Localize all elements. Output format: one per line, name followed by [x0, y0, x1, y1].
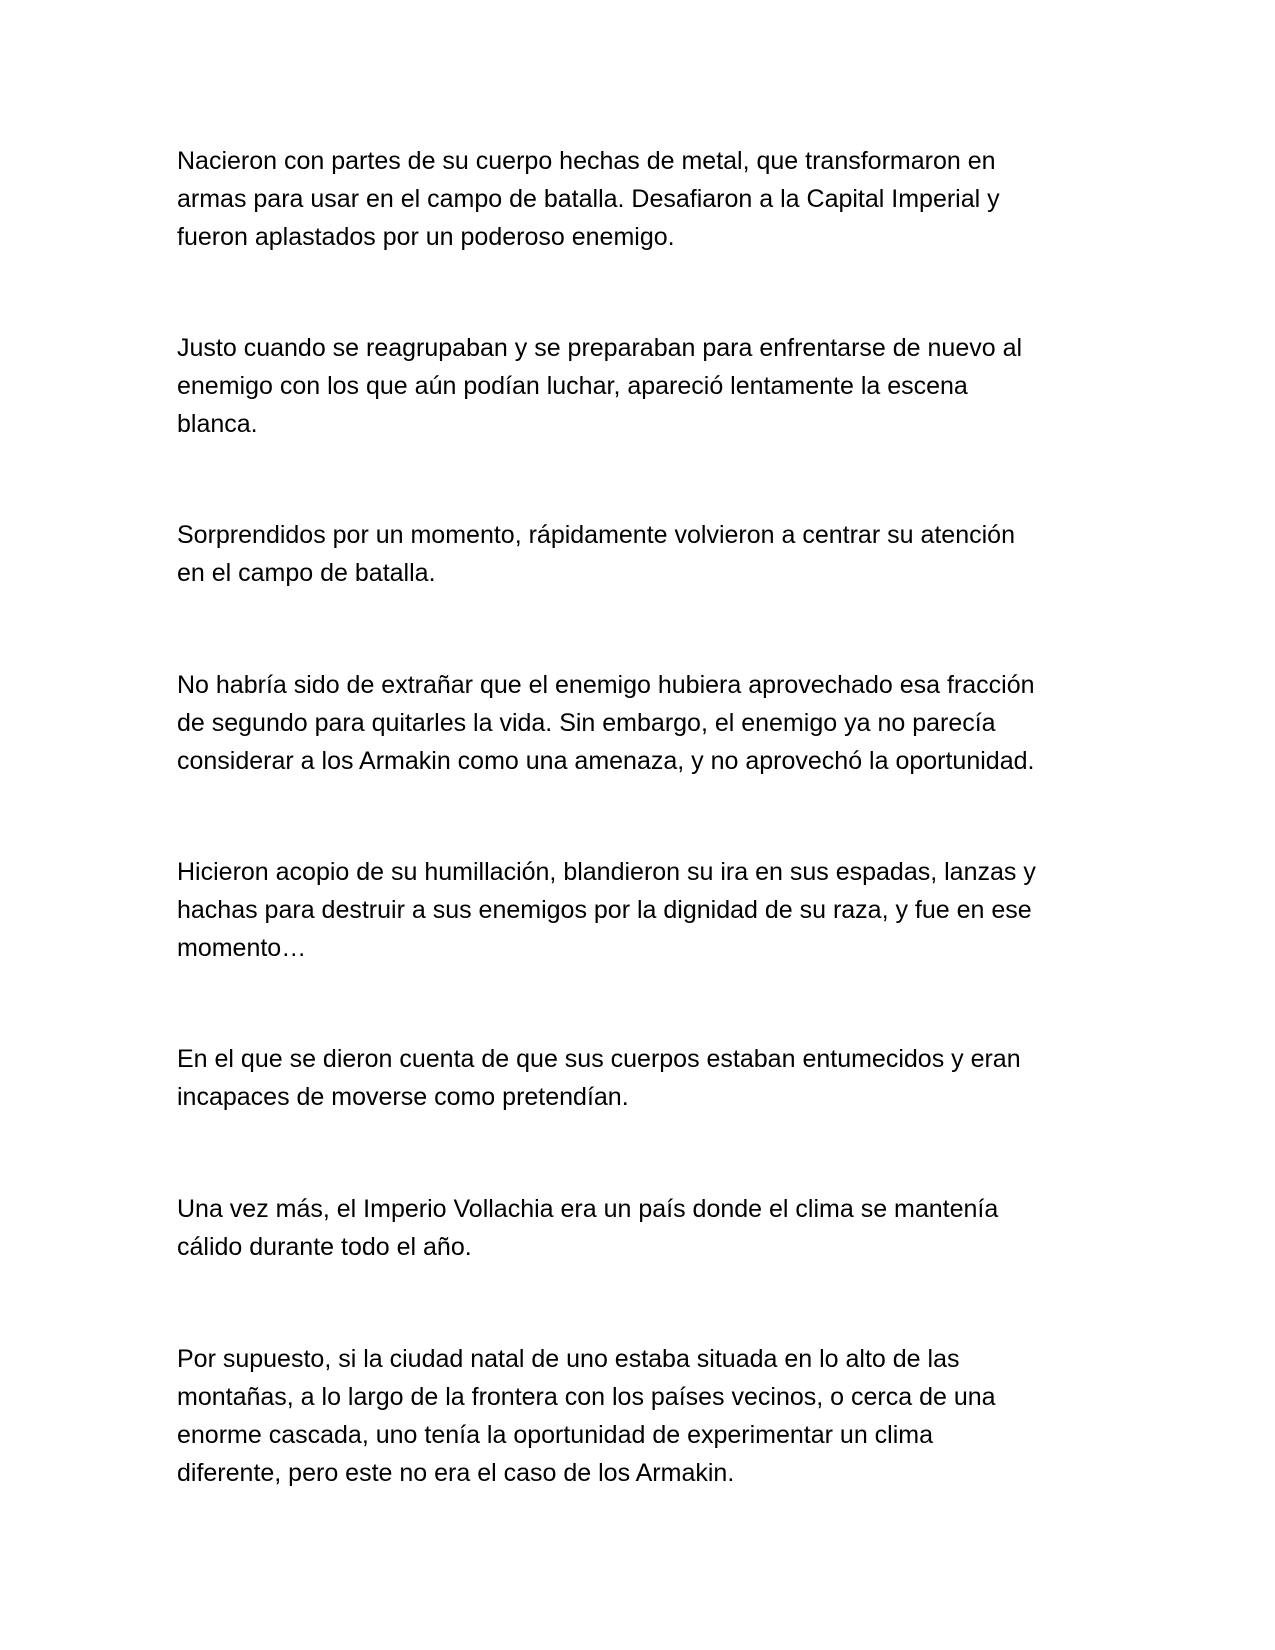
paragraph-line: en el campo de batalla. — [177, 559, 436, 587]
paragraph-line: montañas, a lo largo de la frontera con los países vecinos, o cerca de una — [177, 1383, 996, 1411]
paragraph-line: enorme cascada, uno tenía la oportunidad de experimentar un clima — [177, 1421, 934, 1449]
paragraph-line: hachas para destruir a sus enemigos por la dignidad de su raza, y fue en ese — [177, 896, 1032, 924]
paragraph-4 — [177, 666, 1117, 780]
paragraph-line: En el que se dieron cuenta de que sus cuerpos estaban entumecidos y eran — [177, 1045, 1021, 1073]
paragraph-line: armas para usar en el campo de batalla. Desafiaron a la Capital Imperial y — [177, 185, 1000, 213]
paragraph-line: blanca. — [177, 410, 258, 438]
paragraph-2 — [177, 329, 1117, 443]
paragraph-line: enemigo con los que aún podían luchar, apareció lentamente la escena — [177, 372, 968, 400]
paragraph-line: fueron aplastados por un poderoso enemigo. — [177, 223, 675, 251]
paragraph-1 — [177, 142, 1117, 256]
paragraph-line: cálido durante todo el año. — [177, 1233, 472, 1261]
paragraph-6 — [177, 1040, 1117, 1116]
paragraph-7 — [177, 1190, 1117, 1266]
paragraph-3 — [177, 516, 1117, 592]
paragraph-line: momento… — [177, 934, 307, 962]
paragraph-line: de segundo para quitarles la vida. Sin embargo, el enemigo ya no parecía — [177, 709, 996, 737]
paragraph-line: No habría sido de extrañar que el enemigo hubiera aprovechado esa fracción — [177, 671, 1035, 699]
paragraph-5 — [177, 853, 1117, 967]
paragraph-line: diferente, pero este no era el caso de los Armakin. — [177, 1459, 735, 1487]
paragraph-8 — [177, 1340, 1117, 1492]
paragraph-line: considerar a los Armakin como una amenaza, y no aprovechó la oportunidad. — [177, 747, 1035, 775]
paragraph-line: Por supuesto, si la ciudad natal de uno estaba situada en lo alto de las — [177, 1345, 960, 1373]
paragraph-line: incapaces de moverse como pretendían. — [177, 1083, 629, 1111]
paragraph-line: Justo cuando se reagrupaban y se preparaban para enfrentarse de nuevo al — [177, 334, 1023, 362]
paragraph-line: Una vez más, el Imperio Vollachia era un país donde el clima se mantenía — [177, 1195, 999, 1223]
paragraph-line: Hicieron acopio de su humillación, blandieron su ira en sus espadas, lanzas y — [177, 858, 1036, 886]
paragraph-line: Sorprendidos por un momento, rápidamente volvieron a centrar su atención — [177, 521, 1015, 549]
paragraph-line: Nacieron con partes de su cuerpo hechas de metal, que transformaron en — [177, 147, 996, 175]
